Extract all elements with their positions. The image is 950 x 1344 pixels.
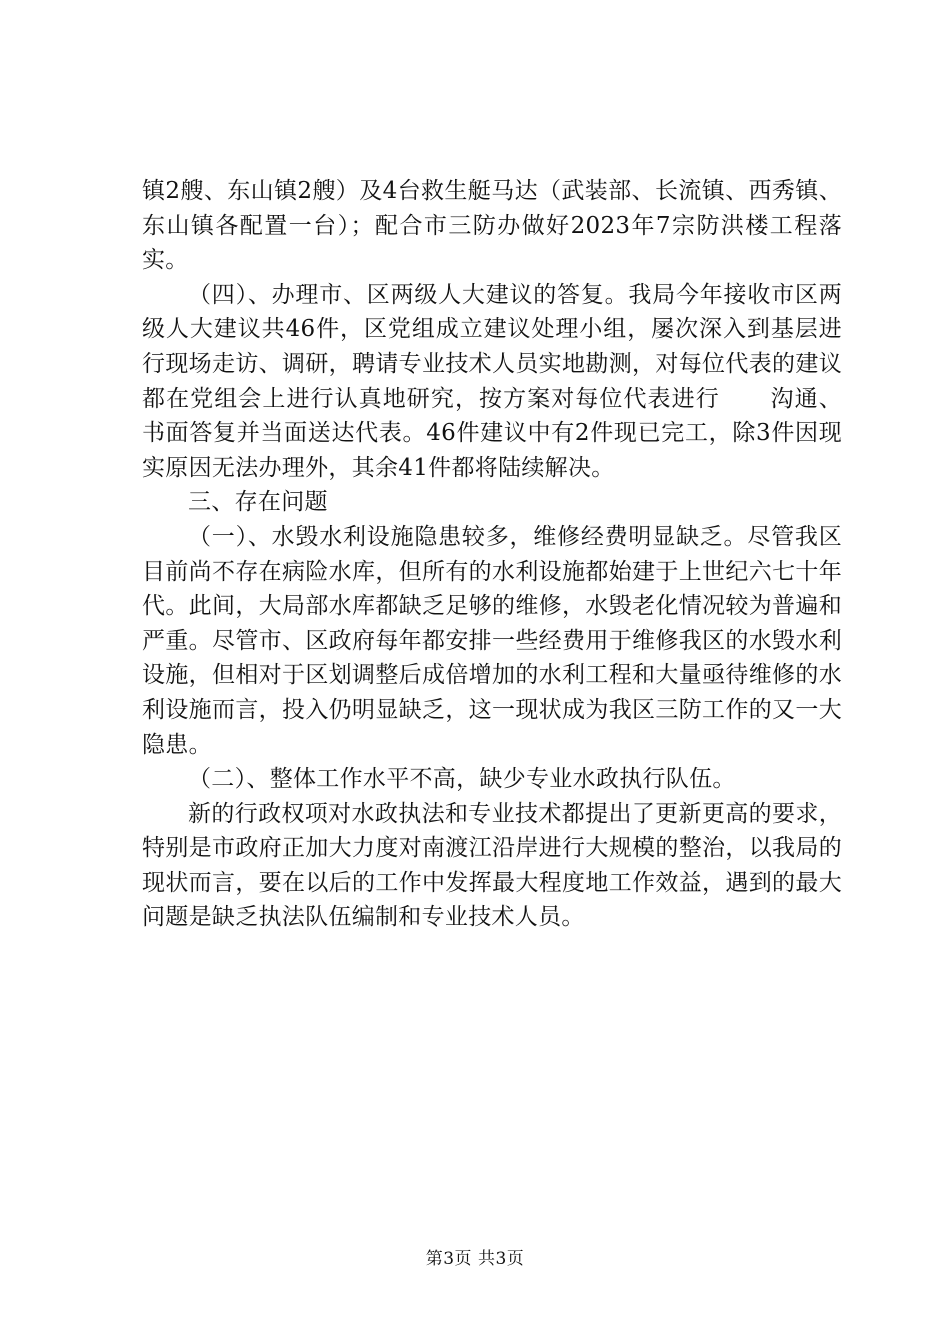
paragraph-npc-proposals: [142, 278, 842, 486]
paragraph-continuation: 镇2艘、东山镇2艘）及4台救生艇马达（武装部、长流镇、西秀镇、东山镇各配置一台）；配合市三防办做好2023年7宗防洪楼工程落实。: [142, 178, 842, 274]
paragraph-problem-two-heading: （二）、整体工作水平不高，缺少专业水政执行队伍。: [188, 766, 736, 793]
paragraph-npc-proposals-part1: （四）、办理市、区两级人大建议的答复。我局今年接收市区两级人大建议共46件，区党组成立建议处理小组，屡次深入到基层进行现场走访、调研，聘请专业技术人员实地勘测，对每位代表的建议都在党组会上进行认真地研究，按方案对每位代表进行: [142, 281, 842, 412]
paragraph-problem-two-body: 新的行政权项对水政执法和专业技术都提出了更新更高的要求，特别是市政府正加大力度对南渡江沿岸进行大规模的整治，以我局的现状而言，要在以后的工作中发挥最大程度地工作效益，遇到的最大问题是缺乏执法队伍编制和专业技术人员。: [142, 800, 842, 931]
paragraph-problem-one: （一）、水毁水利设施隐患较多，维修经费明显缺乏。尽管我区目前尚不存在病险水库，但所有的水利设施都始建于上世纪六七十年代。此间，大局部水库都缺乏足够的维修，水毁老化情况较为普遍和严重。尽管市、区政府每年都安排一些经费用于维修我区的水毁水利设施，但相对于区划调整后成倍增加的水利工程和大量亟待维修的水利设施而言，投入仍明显缺乏，这一现状成为我区三防工作的又一大隐患。: [142, 523, 842, 758]
document-body: [142, 174, 842, 935]
section-heading-problems: 三、存在问题: [188, 489, 328, 516]
page-footer: 第3页 共3页: [425, 1249, 525, 1269]
paragraph-npc-proposals-part2: 沟通、书面答复并当面送达代表。46件建议中有2件现已完工，除3件因现实原因无法办理外，其余41件都将陆续解决。: [142, 385, 843, 481]
